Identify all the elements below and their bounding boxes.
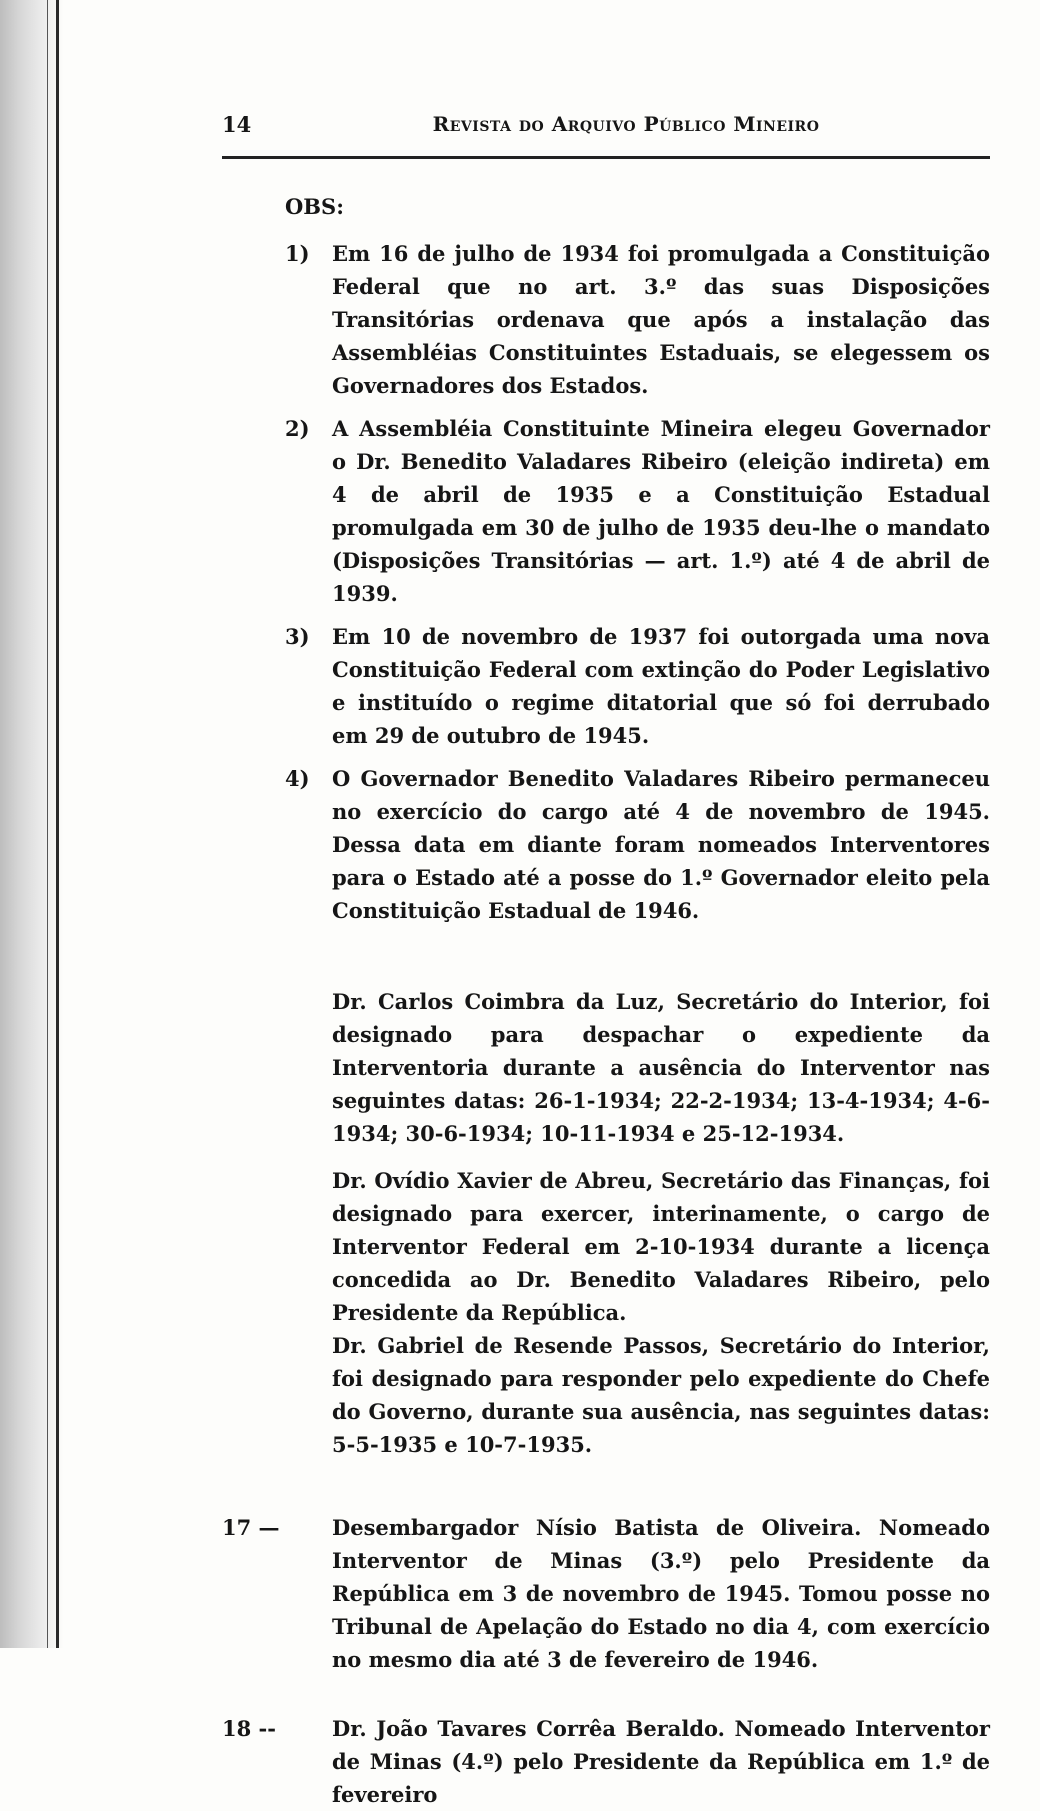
note-item <box>222 620 990 752</box>
entry-number: 18 -- <box>222 1716 276 1741</box>
entry-item <box>222 1511 990 1676</box>
note-item <box>222 762 990 927</box>
note-text: A Assembléia Constituinte Mineira elegeu Governador o Dr. Benedito Valadares Ribeiro (eleição indireta) em 4 de abril de 1935 e a Constituição Estadual promulgada em 30 de julho de 1935 deu-lhe o mandato (Disposições Transitórias — art. 1.º) até 4 de abril de 1939. <box>332 416 990 606</box>
spacer <box>222 937 990 985</box>
paragraph: Dr. Gabriel de Resende Passos, Secretário do Interior, foi designado para responder pelo expediente do Chefe do Governo, durante sua ausência, nas seguintes datas: 5-5-1935 e 10-7-1935. <box>332 1333 990 1457</box>
paragraph: Dr. Ovídio Xavier de Abreu, Secretário das Finanças, foi designado para exercer, interinamente, o cargo de Interventor Federal em 2-10-1934 durante a licença concedida ao Dr. Benedito Valadares Ribeiro, pelo Presidente da República. <box>332 1168 990 1325</box>
note-number: 4) <box>285 766 310 791</box>
spacer <box>222 1475 990 1511</box>
note-text: O Governador Benedito Valadares Ribeiro permaneceu no exercício do cargo até 4 de novembro de 1945. Dessa data em diante foram nomeados Interventores para o Estado até a posse do 1.º Governador eleito pela Constituição Estadual de 1946. <box>332 766 990 923</box>
entry-number: 17 — <box>222 1515 280 1540</box>
page-header <box>222 112 990 142</box>
book-spine-shadow <box>0 0 64 1648</box>
obs-heading: OBS: <box>285 194 344 219</box>
page-number: 14 <box>222 112 252 137</box>
entry-text: Dr. João Tavares Corrêa Beraldo. Nomeado Interventor de Minas (4.º) pelo Presidente da República em 1.º de fevereiro <box>332 1716 990 1807</box>
note-number: 1) <box>285 241 310 266</box>
paragraph: Dr. Carlos Coimbra da Luz, Secretário do Interior, foi designado para despachar o expediente da Interventoria durante a ausência do Interventor nas seguintes datas: 26-1-1934; 22-2-1934; 13-4-1934; 4-6-1934; 30-6-1934; 10-11-1934 e 25-12-1934. <box>332 989 990 1146</box>
note-item <box>222 412 990 610</box>
note-text: Em 10 de novembro de 1937 foi outorgada uma nova Constituição Federal com extinção do Poder Legislativo e instituído o regime ditatorial que só foi derrubado em 29 de outubro de 1945. <box>332 624 990 748</box>
note-text: Em 16 de julho de 1934 foi promulgada a Constituição Federal que no art. 3.º das suas Disposições Transitórias ordenava que após a instalação das Assembléias Constituintes Estaduais, se elegessem os Governadores dos Estados. <box>332 241 990 398</box>
entry-item <box>222 1712 990 1811</box>
note-item <box>222 237 990 402</box>
note-number: 3) <box>285 624 310 649</box>
entry-text: Desembargador Nísio Batista de Oliveira. Nomeado Interventor de Minas (3.º) pelo Presidente da República em 3 de novembro de 1945. Tomou posse no Tribunal de Apelação do Estado no dia 4, com exercício no mesmo dia até 3 de fevereiro de 1946. <box>332 1515 990 1672</box>
header-rule <box>222 156 990 159</box>
spacer <box>222 1676 990 1712</box>
spine-fold-line <box>47 0 48 1648</box>
spine-edge-line <box>56 0 59 1648</box>
note-number: 2) <box>285 416 310 441</box>
running-title: Revista do Arquivo Público Mineiro <box>432 112 820 136</box>
page-body <box>222 190 990 1811</box>
